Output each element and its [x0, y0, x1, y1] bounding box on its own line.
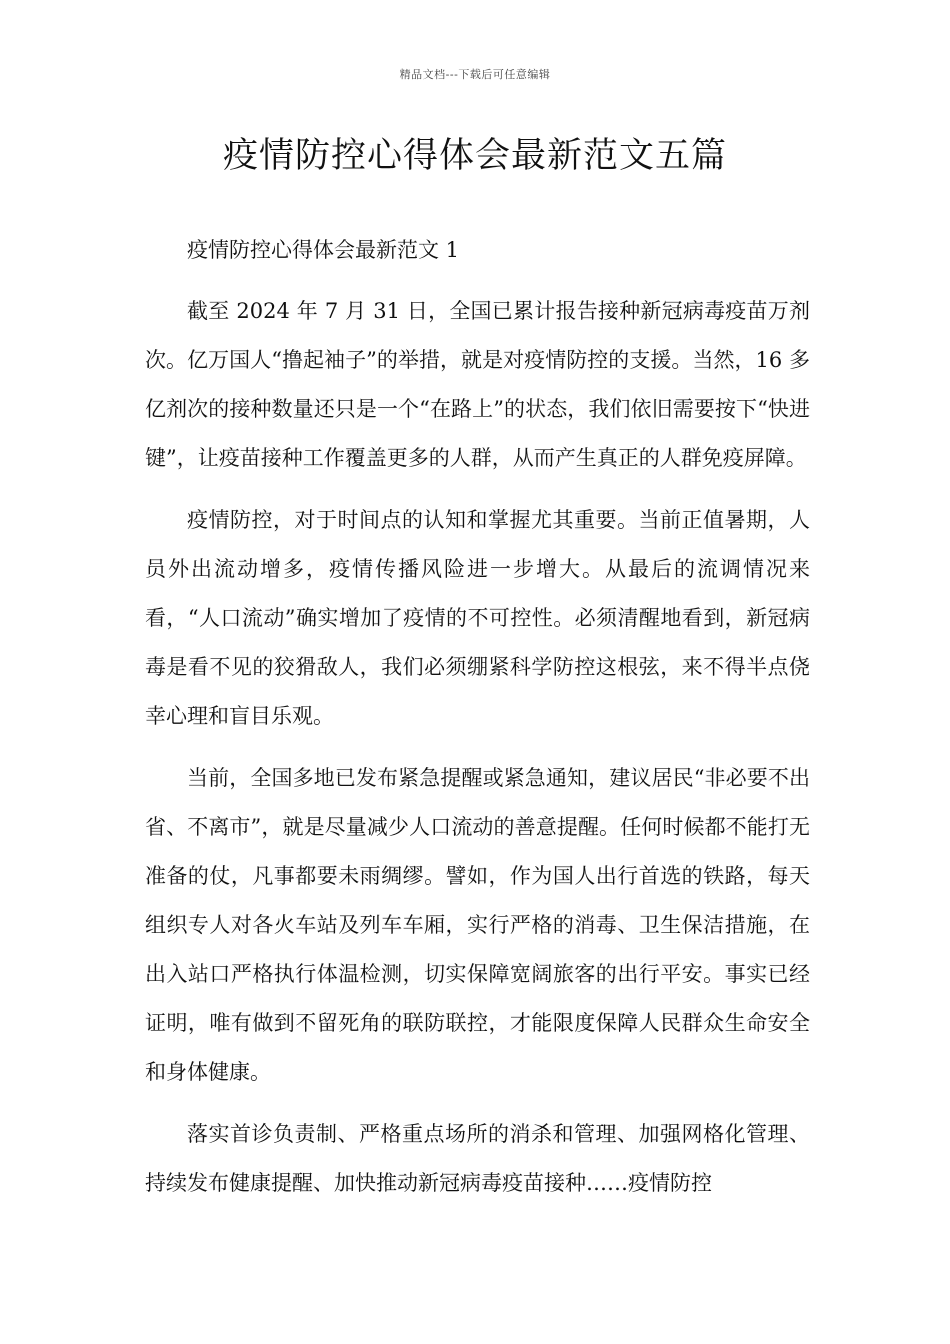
paragraph-4: 落实首诊负责制、严格重点场所的消杀和管理、加强网格化管理、持续发布健康提醒、加快推动新冠病毒疫苗接种……疫情防控: [145, 1122, 810, 1195]
paragraph-3: 当前，全国多地已发布紧急提醒或紧急通知，建议居民“非必要不出省、不离市”，就是尽量减少人口流动的善意提醒。任何时候都不能打无准备的仗，凡事都要未雨绸缪。譬如，作为国人出行首选的铁路，每天组织专人对各火车站及列车车厢，实行严格的消毒、卫生保洁措施，在出入站口严格执行体温检测，切实保障宽阔旅客的出行平安。事实已经证明，唯有做到不留死角的联防联控，才能限度保障人民群众生命安全和身体健康。: [145, 766, 810, 1084]
header-note: 精品文档---下载后可任意编辑: [399, 68, 551, 81]
document-body: [145, 226, 810, 1221]
document-title: 疫情防控心得体会最新范文五篇: [222, 136, 727, 176]
paragraph-1: 截至 2024 年 7 月 31 日，全国已累计报告接种新冠病毒疫苗万剂次。亿万国人“撸起袖子”的举措，就是对疫情防控的支援。当然，16 多亿剂次的接种数量还只是一个“在路上”的状态，我们依旧需要按下“快进键”，让疫苗接种工作覆盖更多的人群，从而产生真正的人群免疫屏障。: [145, 299, 810, 470]
paragraph-2: 疫情防控，对于时间点的认知和掌握尤其重要。当前正值暑期，人员外出流动增多，疫情传播风险进一步增大。从最后的流调情况来看，“人口流动”确实增加了疫情的不可控性。必须清醒地看到，新冠病毒是看不见的狡猾敌人，我们必须绷紧科学防控这根弦，来不得半点侥幸心理和盲目乐观。: [145, 508, 810, 728]
section-title: 疫情防控心得体会最新范文 1: [187, 238, 460, 262]
